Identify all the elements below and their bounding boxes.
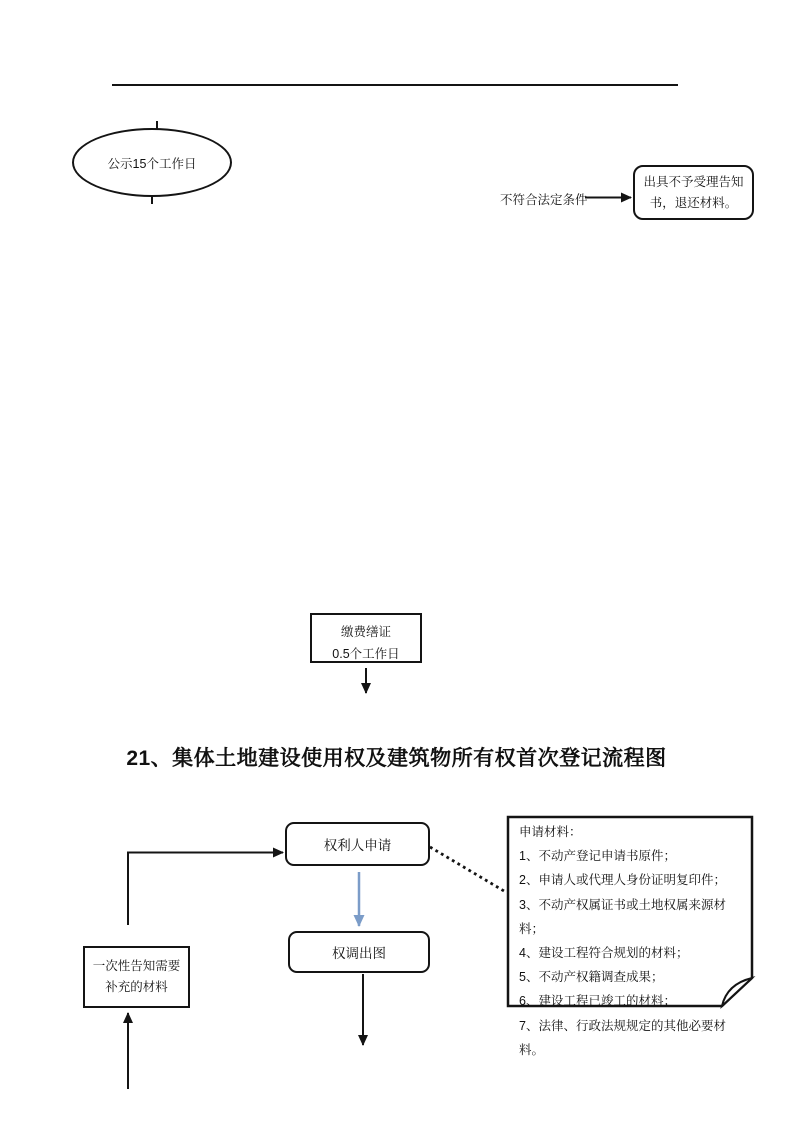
notice-box-line2: 补充的材料 bbox=[105, 980, 168, 994]
materials-note-text bbox=[519, 820, 747, 1062]
materials-note-item: 1、不动产登记申请书原件； bbox=[519, 849, 676, 864]
publicity-label: 公示15个工作日 bbox=[107, 156, 197, 171]
notice-box-line1: 一次性告知需要 bbox=[92, 959, 181, 973]
materials-note-item: 3、不动产权属证书或土地权属来源材料； bbox=[519, 897, 726, 936]
survey-box-node bbox=[288, 931, 430, 973]
reject-box-line1: 出具不予受理告知 bbox=[643, 174, 744, 189]
notice-box-node bbox=[83, 946, 190, 1008]
materials-note-item: 5、不动产权籍调查成果； bbox=[519, 970, 664, 985]
materials-callout-dotted-line bbox=[430, 847, 504, 891]
materials-note-heading: 申请材料： bbox=[519, 825, 582, 839]
fee-box-line1: 缴费缮证 bbox=[340, 625, 391, 639]
materials-note-item: 2、申请人或代理人身份证明复印件； bbox=[519, 873, 726, 888]
applicant-box-label: 权利人申请 bbox=[323, 838, 392, 853]
applicant-box-node bbox=[285, 822, 430, 866]
page-divider-line bbox=[112, 84, 678, 86]
condition-label: 不符合法定条件 bbox=[500, 193, 588, 207]
materials-note-item: 4、建设工程符合规划的材料； bbox=[519, 946, 689, 961]
publicity-ellipse-node bbox=[72, 128, 232, 197]
materials-note-item: 6、建设工程已竣工的材料； bbox=[519, 994, 676, 1009]
materials-note-item: 7、法律、行政法规规定的其他必要材料。 bbox=[519, 1018, 726, 1057]
fee-box-node bbox=[310, 613, 422, 663]
page-title: 21、集体土地建设使用权及建筑物所有权首次登记流程图 bbox=[126, 747, 667, 770]
reject-box-line2: 书，退还材料。 bbox=[649, 195, 738, 210]
survey-box-label: 权调出图 bbox=[332, 946, 386, 961]
notice-to-applicant-connector bbox=[128, 853, 283, 926]
fee-box-line2: 0.5个工作日 bbox=[332, 647, 400, 661]
reject-box-node bbox=[633, 165, 754, 220]
